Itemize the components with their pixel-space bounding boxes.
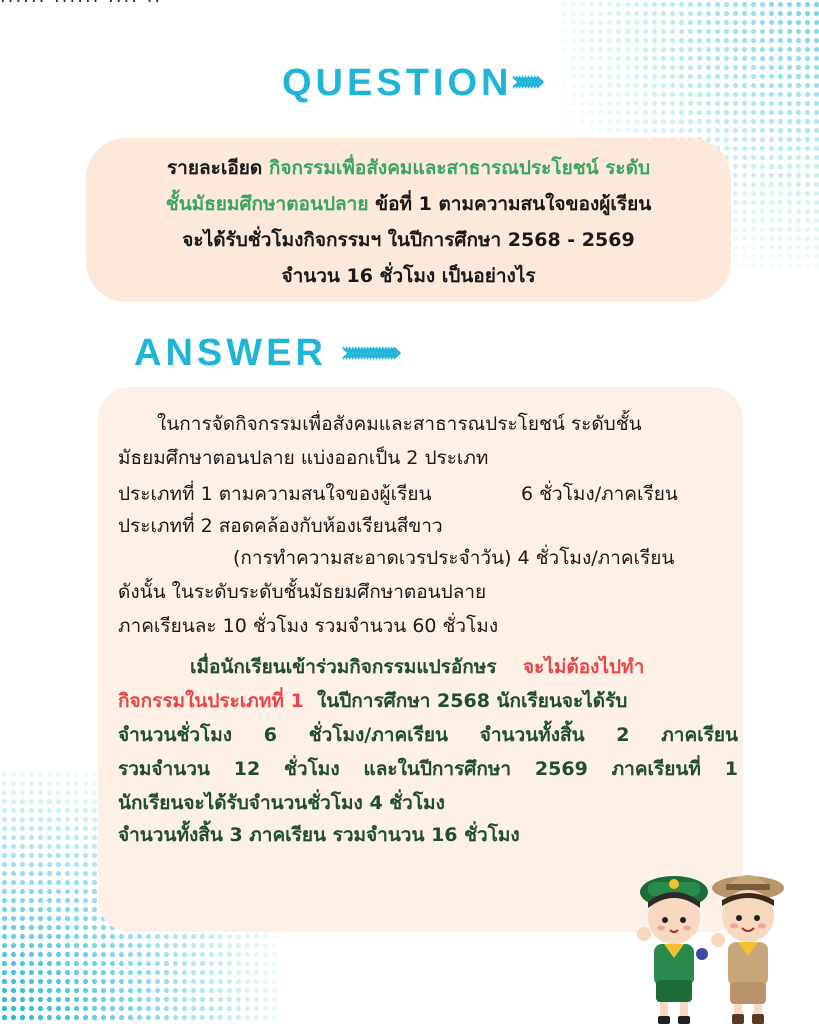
girl-scout-figure — [637, 876, 708, 1024]
question-heading: QUESTION — [282, 62, 513, 104]
type2-label: ประเภทที่ 2 สอดคล้องกับห้องเรียนสีขาว — [118, 515, 443, 537]
boy-scout-figure — [711, 875, 784, 1024]
question-chevrons-icon: ››››››››› — [510, 64, 537, 99]
answer-para2-line5: นักเรียนจะได้รับจำนวนชั่วโมง 4 ชั่วโมง — [118, 792, 445, 814]
question-line-4: จำนวน 16 ชั่วโมง เป็นอย่างไร — [281, 265, 536, 287]
question-text — [86, 150, 731, 294]
answer-heading: ANSWER — [134, 332, 327, 374]
answer-para2-line6: จำนวนทั้งสิ้น 3 ภาคเรียน รวมจำนวน 16 ชั่วโมง — [118, 824, 520, 846]
question-line-3: จะได้รับชั่วโมงกิจกรรมฯ ในปีการศึกษา 2568 - 2569 — [182, 229, 635, 251]
scout-children-illustration — [630, 868, 800, 1024]
answer-para2-line4: รวมจำนวน 12 ชั่วโมง และในปีการศึกษา 2569 ภาคเรียนที่ 1 — [118, 758, 738, 780]
answer-para2-line2: กิจกรรมในประเภทที่ 1 ในปีการศึกษา 2568 นักเรียนจะได้รับ — [118, 690, 628, 712]
answer-para2-line3: จำนวนชั่วโมง 6 ชั่วโมง/ภาคเรียน จำนวนทั้งสิ้น 2 ภาคเรียน — [118, 724, 738, 746]
type2-detail: (การทำความสะอาดเวรประจำวัน) 4 ชั่วโมง/ภาคเรียน — [233, 547, 675, 569]
type1-hours: 6 ชั่วโมง/ภาคเรียน — [521, 483, 678, 505]
question-line-2: ชั้นมัธยมศึกษาตอนปลาย ข้อที่ 1 ตามความสนใจของผู้เรียน — [165, 193, 652, 215]
answer-para1-line1: ในการจัดกิจกรรมเพื่อสังคมและสาธารณประโยชน์ ระดับชั้น — [157, 413, 642, 435]
answer-para2-line1: เมื่อนักเรียนเข้าร่วมกิจกรรมแปรอักษร จะไม่ต้องไปทำ — [190, 656, 645, 678]
answer-para1-conclusion-1: ดังนั้น ในระดับระดับชั้นมัธยมศึกษาตอนปลาย — [118, 581, 487, 603]
top-cropped-text — [0, 0, 162, 7]
answer-para1-line2: มัธยมศึกษาตอนปลาย แบ่งออกเป็น 2 ประเภท — [118, 447, 489, 469]
type1-label: ประเภทที่ 1 ตามความสนใจของผู้เรียน — [118, 483, 432, 505]
answer-chevrons-icon: ›››››››››››››››››› — [340, 335, 394, 370]
question-line-1: รายละเอียด กิจกรรมเพื่อสังคมและสาธารณประโยชน์ ระดับ — [166, 157, 651, 179]
answer-para1-conclusion-2: ภาคเรียนละ 10 ชั่วโมง รวมจำนวน 60 ชั่วโมง — [118, 615, 499, 637]
